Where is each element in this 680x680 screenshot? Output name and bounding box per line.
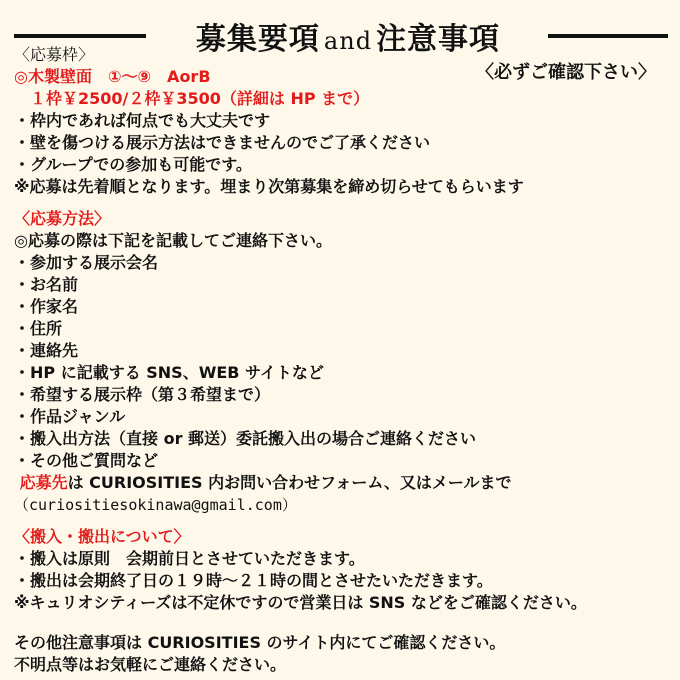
method-heading: 〈応募方法〉 [14, 209, 111, 228]
recruit-note: ・枠内であれば何点でも大丈夫です [14, 111, 271, 130]
delivery-heading: 〈搬入・搬出について〉 [14, 527, 190, 546]
footer-note: その他注意事項は CURIOSITIES のサイト内にてご確認ください。 [14, 633, 506, 652]
content [14, 44, 674, 676]
list-item: ・搬入出方法（直接 or 郵送）委託搬入出の場合ご連絡ください [14, 429, 477, 448]
footer-note: 不明点等はお気軽にご連絡ください。 [14, 655, 287, 674]
list-item: ・住所 [14, 319, 63, 338]
recruit-note: ・グループでの参加も可能です。 [14, 155, 252, 174]
recruit-note: ・壁を傷つける展示方法はできませんのでご了承ください [14, 133, 431, 152]
contact-text: は CURIOSITIES 内お問い合わせフォーム、又はメールまで [67, 473, 512, 492]
list-item: ・参加する展示会名 [14, 253, 159, 272]
list-item: ・その他ご質問など [14, 451, 159, 470]
spacer [14, 614, 674, 624]
list-item: ・お名前 [14, 275, 79, 294]
recruit-heading: 〈応募枠〉 [14, 45, 95, 64]
title-and: and [323, 27, 373, 55]
list-item: ・作品ジャンル [14, 407, 126, 426]
price-line: １枠￥2500/２枠￥3500（詳細は HP まで） [14, 89, 370, 108]
frame-line: ◎木製壁面 ①〜⑨ AorB [14, 67, 211, 86]
list-item: ※キュリオシティーズは不定休ですので営業日は SNS などをご確認ください。 [14, 593, 587, 612]
title-part1: 募集要項 [195, 22, 320, 57]
contact-email[interactable]: （curiositiesokinawa@gmail.com） [14, 496, 297, 514]
spacer [14, 624, 674, 632]
list-item: ・連絡先 [14, 341, 79, 360]
page-subtitle: 〈必ずご確認下さい〉 [476, 62, 656, 83]
list-item: ・希望する展示枠（第３希望まで） [14, 385, 271, 404]
spacer [14, 198, 674, 208]
list-item: ・搬入は原則 会期前日とさせていただきます。 [14, 549, 365, 568]
list-item: ・搬出は会期終了日の１９時〜２１時の間とさせたいただきます。 [14, 571, 493, 590]
right-rule [548, 34, 668, 38]
list-item: ・作家名 [14, 297, 79, 316]
title-part2: 注意事項 [376, 22, 501, 57]
recruit-note: ※応募は先着順となります。埋まり次第募集を締め切らせてもらいます [14, 177, 524, 196]
method-intro: ◎応募の際は下記を記載してご連絡下さい。 [14, 231, 332, 250]
left-rule [14, 34, 146, 38]
spacer [14, 516, 674, 526]
contact-line [14, 472, 674, 494]
contact-label: 応募先 [19, 473, 68, 492]
list-item: ・HP に記載する SNS、WEB サイトなど [14, 363, 324, 382]
